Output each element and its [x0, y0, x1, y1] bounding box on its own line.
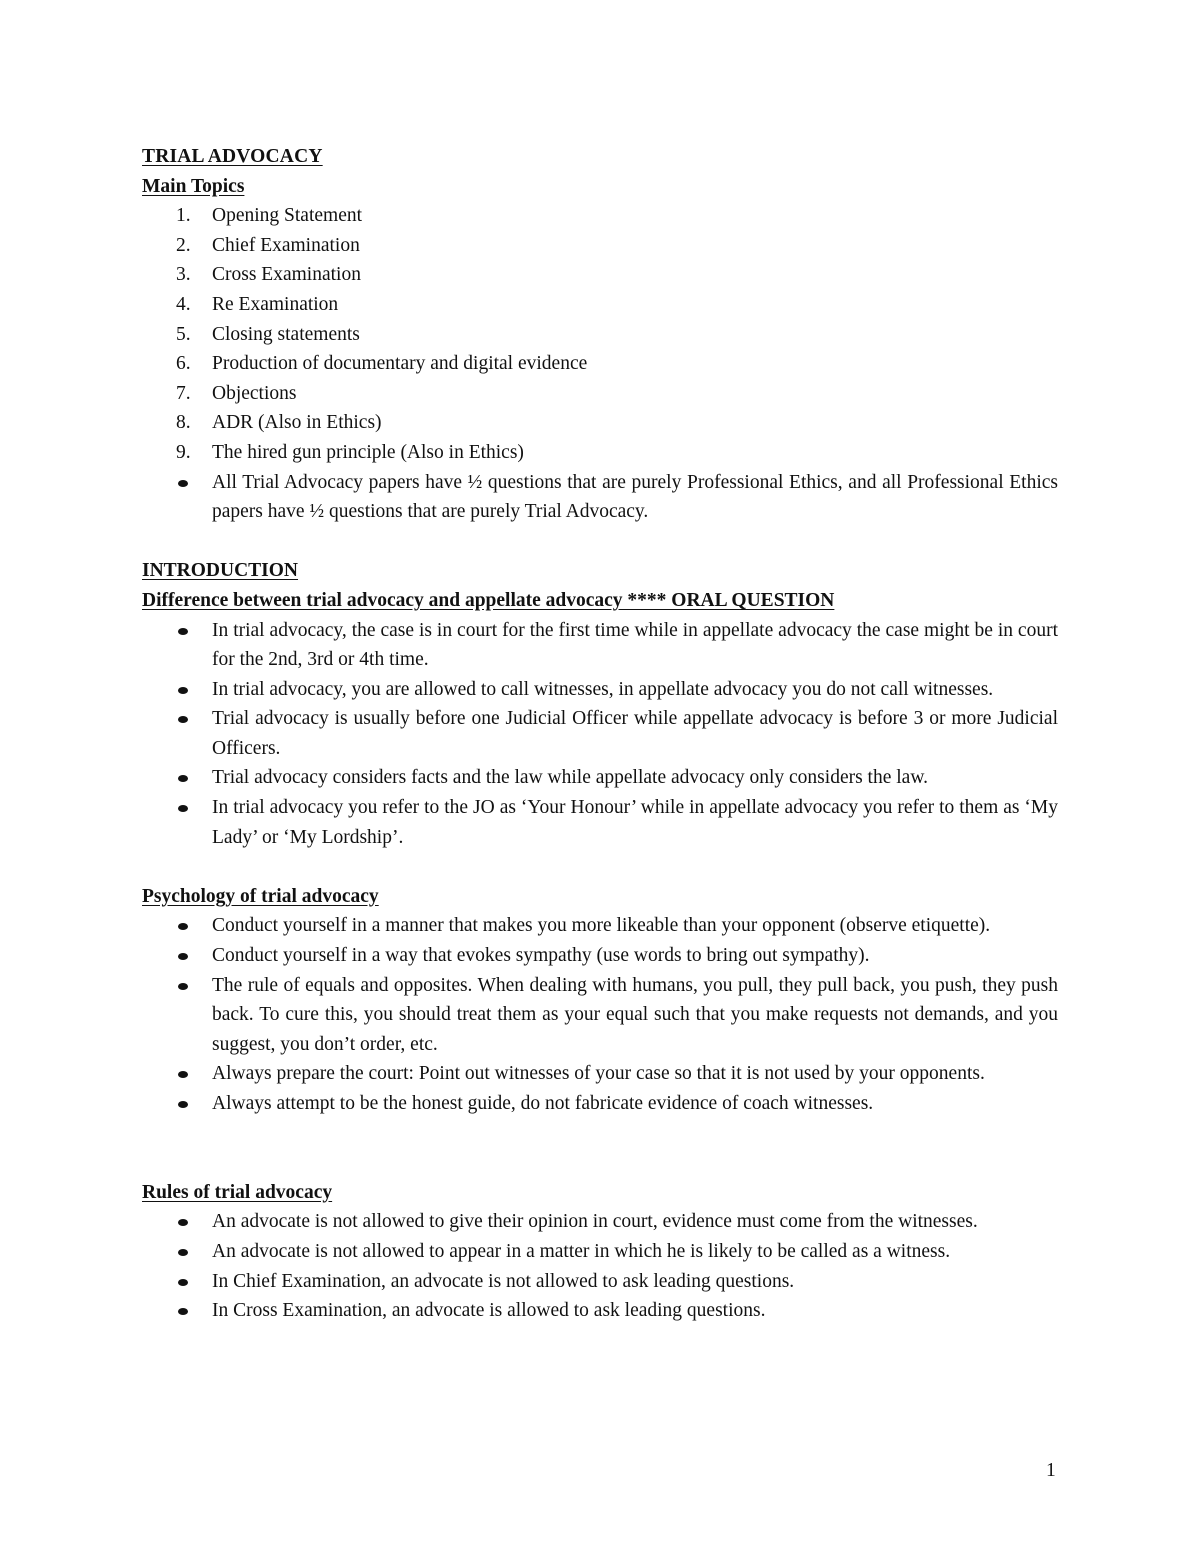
document-title: TRIAL ADVOCACY: [142, 146, 323, 167]
list-number: 5.: [176, 323, 191, 345]
list-item: [142, 1089, 1058, 1119]
list-item-text: Closing statements: [212, 323, 360, 345]
list-item: [142, 231, 1058, 261]
difference-heading: Difference between trial advocacy and appellate advocacy **** ORAL QUESTION: [142, 589, 835, 611]
list-number: 8.: [176, 412, 191, 434]
list-item-text: Conduct yourself in a manner that makes you more likeable than your opponent (observe etiquette).: [212, 915, 991, 937]
main-topics-note-list: [142, 468, 1058, 527]
list-item-text: All Trial Advocacy papers have ½ questions that are purely Professional Ethics, and all Professional Ethics papers have ½ questions that are purely Trial Advocacy.: [212, 471, 1058, 523]
list-item: [142, 675, 1058, 705]
bullet-icon: [178, 628, 188, 635]
list-item: [142, 1237, 1058, 1267]
list-item-text: The rule of equals and opposites. When dealing with humans, you pull, they pull back, you push, they push back. To cure this, you should treat them as your equal such that you make requests not demands, and you suggest, you don’t order, etc.: [212, 974, 1058, 1055]
list-item-text: In trial advocacy, the case is in court for the first time while in appellate advocacy the case might be in court for the 2nd, 3rd or 4th time.: [212, 619, 1058, 671]
bullet-icon: [178, 1249, 188, 1256]
list-item-text: Re Examination: [212, 293, 339, 315]
list-number: 3.: [176, 264, 191, 286]
list-item: [142, 1207, 1058, 1237]
list-item-text: The hired gun principle (Also in Ethics): [212, 441, 524, 463]
list-item: [142, 911, 1058, 941]
introduction-heading: INTRODUCTION: [142, 560, 299, 582]
list-item: [142, 468, 1058, 527]
list-item: [142, 438, 1058, 468]
bullet-icon: [178, 1308, 188, 1315]
bullet-icon: [178, 953, 188, 960]
list-item-text: Trial advocacy considers facts and the law while appellate advocacy only considers the law.: [212, 767, 929, 789]
main-topics-list: [142, 201, 1058, 467]
list-item: [142, 260, 1058, 290]
list-item-text: An advocate is not allowed to give their opinion in court, evidence must come from the witnesses.: [212, 1211, 978, 1233]
list-item-text: Opening Statement: [212, 205, 363, 227]
list-item-text: In trial advocacy you refer to the JO as ‘Your Honour’ while in appellate advocacy you refer to them as ‘My Lady’ or ‘My Lordship’.: [212, 797, 1058, 848]
list-item-text: Trial advocacy is usually before one Judicial Officer while appellate advocacy is before 3 or more Judicial Officers.: [212, 708, 1058, 759]
list-item-text: In trial advocacy, you are allowed to call witnesses, in appellate advocacy you do not call witnesses.: [212, 678, 994, 700]
list-item: [142, 290, 1058, 320]
list-number: 9.: [176, 441, 191, 463]
spacer: [142, 852, 1058, 882]
bullet-icon: [178, 1279, 188, 1286]
list-item-text: ADR (Also in Ethics): [212, 412, 382, 434]
bullet-icon: [178, 687, 188, 694]
list-item: [142, 201, 1058, 231]
list-item: [142, 941, 1058, 971]
list-item: [142, 1267, 1058, 1297]
bullet-icon: [178, 923, 188, 930]
list-item: [142, 320, 1058, 350]
list-item-text: In Cross Examination, an advocate is allowed to ask leading questions.: [212, 1300, 766, 1322]
list-item: [142, 763, 1058, 793]
list-item-text: An advocate is not allowed to appear in a matter in which he is likely to be called as a witness.: [212, 1240, 951, 1262]
list-number: 2.: [176, 234, 191, 256]
list-item: [142, 349, 1058, 379]
page-number: 1: [1046, 1460, 1056, 1481]
list-item: [142, 704, 1058, 763]
bullet-icon: [178, 480, 188, 487]
list-item: [142, 1059, 1058, 1089]
list-item: [142, 379, 1058, 409]
list-item-text: Objections: [212, 382, 297, 404]
list-item-text: Always prepare the court: Point out witnesses of your case so that it is not used by your opponents.: [212, 1063, 985, 1085]
spacer: [142, 1119, 1058, 1178]
bullet-icon: [178, 1071, 188, 1078]
list-number: 4.: [176, 293, 191, 315]
list-item: [142, 793, 1058, 852]
list-item-text: Cross Examination: [212, 264, 361, 286]
bullet-icon: [178, 716, 188, 723]
list-number: 7.: [176, 382, 191, 404]
bullet-icon: [178, 805, 188, 812]
bullet-icon: [178, 1101, 188, 1108]
psychology-list: [142, 911, 1058, 1118]
list-item-text: Conduct yourself in a way that evokes sympathy (use words to bring out sympathy).: [212, 945, 870, 967]
list-item: [142, 1296, 1058, 1326]
list-item: [142, 616, 1058, 675]
spacer: [142, 527, 1058, 557]
rules-list: [142, 1207, 1058, 1325]
list-number: 6.: [176, 353, 191, 375]
list-item-text: Production of documentary and digital evidence: [212, 353, 588, 375]
list-item: [142, 971, 1058, 1060]
list-item-text: Chief Examination: [212, 234, 360, 256]
bullet-icon: [178, 1219, 188, 1226]
list-item-text: Always attempt to be the honest guide, do not fabricate evidence of coach witnesses.: [212, 1093, 874, 1114]
list-item-text: In Chief Examination, an advocate is not allowed to ask leading questions.: [212, 1270, 795, 1292]
list-number: 1.: [176, 205, 191, 227]
psychology-heading: Psychology of trial advocacy: [142, 885, 379, 907]
bullet-icon: [178, 983, 188, 990]
difference-list: [142, 616, 1058, 853]
rules-heading: Rules of trial advocacy: [142, 1181, 333, 1203]
document-body: [142, 142, 1058, 1326]
list-item: [142, 408, 1058, 438]
bullet-icon: [178, 775, 188, 782]
main-topics-heading: Main Topics: [142, 175, 245, 197]
